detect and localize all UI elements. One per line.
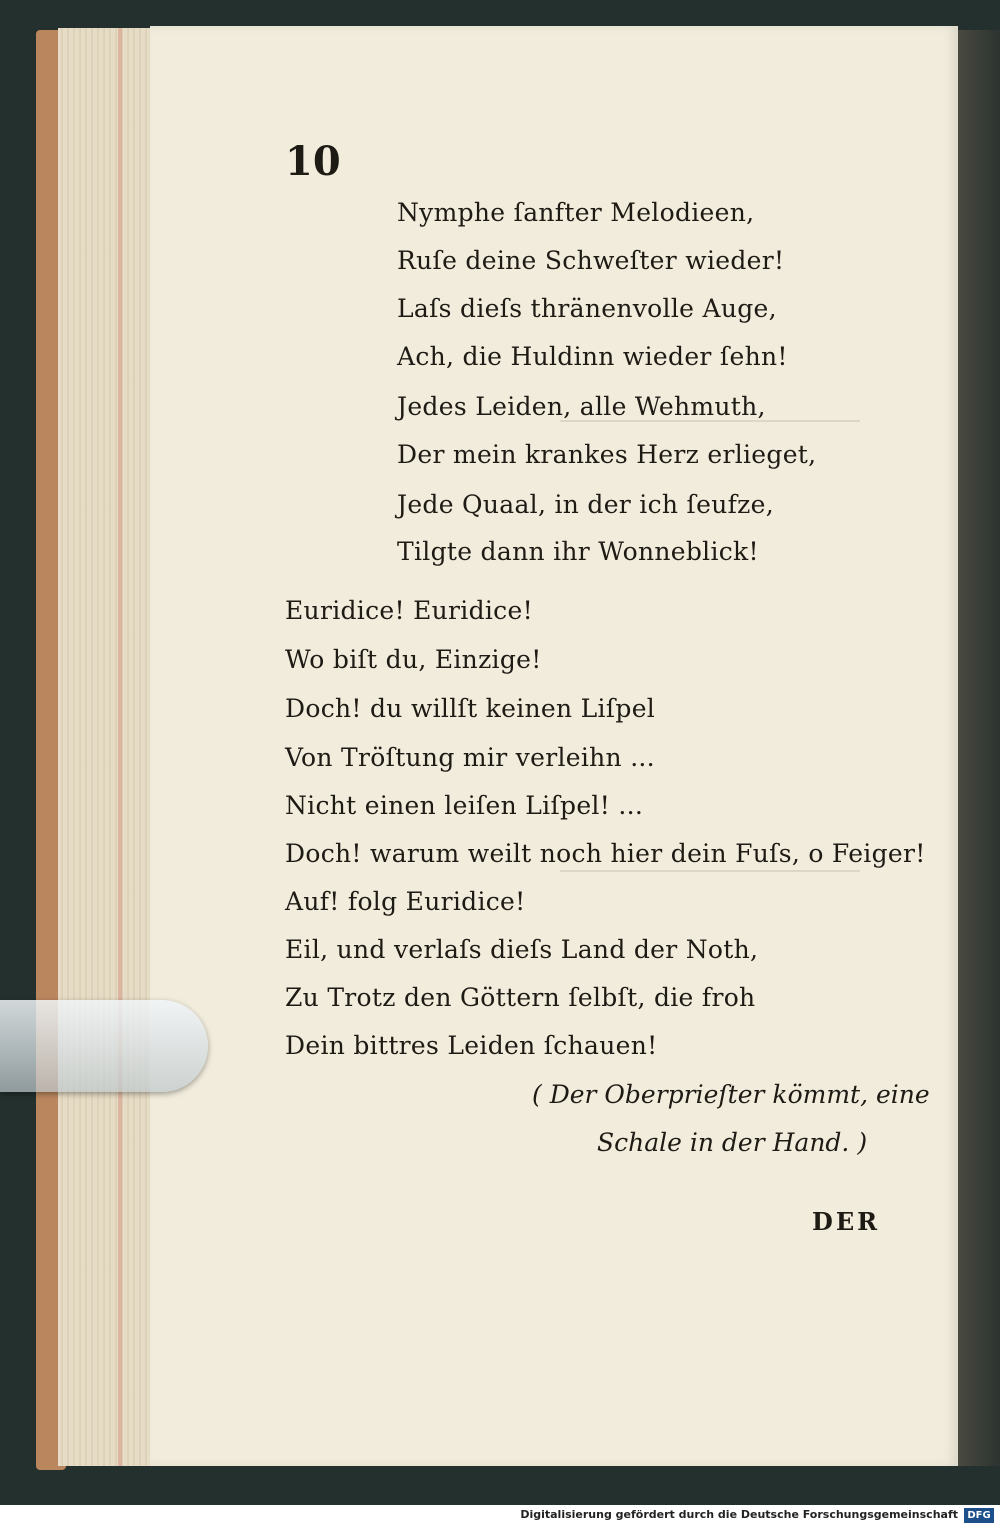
verse-line: Tilgte dann ihr Wonneblick! [397,537,759,566]
speech-line: Dein bittres Leiden ſchauen! [285,1031,658,1060]
speech-line: Euridice! Euridice! [285,596,533,625]
right-page-edge [958,30,1000,1466]
stage-direction-line: ( Der Oberprieſter kömmt, eine [532,1080,930,1109]
verse-line: Der mein krankes Herz erlieget, [397,440,817,469]
catchword: DER [812,1207,881,1236]
verse-line: Ach, die Huldinn wieder ſehn! [397,342,788,371]
stage-direction-line: Schale in der Hand. ) [597,1128,868,1157]
verse-line: Jedes Leiden, alle Wehmuth, [397,392,766,421]
scanner-clip [0,1000,208,1092]
verse-line: Laſs dieſs thränenvolle Auge, [397,294,777,323]
speech-line: Eil, und verlaſs dieſs Land der Noth, [285,935,759,964]
footer-bar [0,1505,1000,1526]
speech-line: Von Tröſtung mir verleihn ... [285,743,655,772]
speech-line: Zu Trotz den Göttern ſelbſt, die froh [285,983,756,1012]
page-number: 10 [285,138,341,185]
speech-line: Auf! folg Euridice! [285,887,526,916]
speech-line: Doch! warum weilt noch hier dein Fuſs, o Feiger! [285,839,926,868]
speech-line: Nicht einen leiſen Liſpel! ... [285,791,644,820]
verse-line: Ruſe deine Schweſter wieder! [397,246,785,275]
verse-line: Nymphe ſanfter Melodieen, [397,198,755,227]
dfg-logo: DFG [964,1508,994,1523]
speech-line: Doch! du willſt keinen Liſpel [285,694,656,723]
verse-line: Jede Quaal, in der ich ſeufze, [397,490,774,519]
show-through-mark [560,870,860,872]
funding-note: Digitalisierung gefördert durch die Deutsche Forschungsgemeinschaft [520,1508,958,1521]
speech-line: Wo biſt du, Einzige! [285,645,542,674]
page-edge-redline [118,28,122,1466]
page-stack [58,28,159,1466]
